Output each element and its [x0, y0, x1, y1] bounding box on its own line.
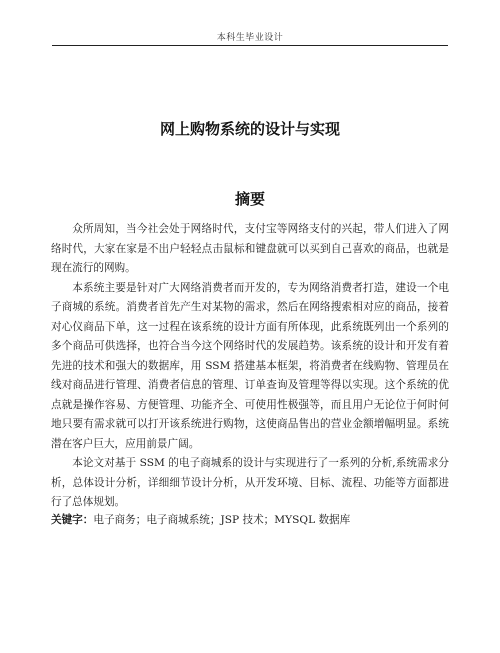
keywords-text: 电子商务；电子商城系统；JSP 技术；MYSQL 数据库: [93, 514, 351, 526]
running-header: 本科生毕业设计: [216, 33, 284, 43]
header-rule: [52, 45, 448, 46]
keywords-line: [51, 512, 449, 528]
keywords-label: 关键字：: [51, 514, 94, 526]
abstract-paragraph-3: 本论文对基于 SSM 的电子商城系的设计与实现进行了一系列的分析,系统需求分析，总体设计分析，详细细节设计分析，从开发环境、目标、流程、功能等方面都进行了总体规划。: [51, 457, 449, 508]
abstract-paragraph-1: 众所周知，当今社会处于网络时代，支付宝等网络支付的兴起，带人们进入了网络时代，大家在家是不出户轻轻点击鼠标和键盘就可以买到自己喜欢的商品，也就是现在流行的网购。: [51, 223, 449, 274]
abstract-paragraph-2: 本系统主要是针对广大网络消费者而开发的，专为网络消费者打造，建设一个电子商城的系统。消费者首先产生对某物的需求，然后在网络搜索相对应的商品，接着对心仪商品下单，这一过程在该系统的设计方面有所体现，此系统既列出一个系列的多个商品可供选择，也符合当今这个网络时代的发展趋势。该系统的设计和开发有着先进的技术和强大的数据库，用 SSM 搭建基本框架，将消费者在线购物、管理员在线对商品进行管理、消费者信息的管理、订单查询及管理等得以实现。这个系统的优点就是操作容易、方便管理、功能齐全、可使用性极强等，而且用户无论位于何时何地只要有需求就可以打开该系统进行购物，这使商品售出的营业金额增幅明显。系统潜在客户巨大，应用前景广阔。: [51, 281, 449, 450]
paper-title: 网上购物系统的设计与实现: [159, 120, 340, 138]
abstract-body: [51, 220, 449, 513]
abstract-heading: 摘要: [234, 190, 265, 208]
